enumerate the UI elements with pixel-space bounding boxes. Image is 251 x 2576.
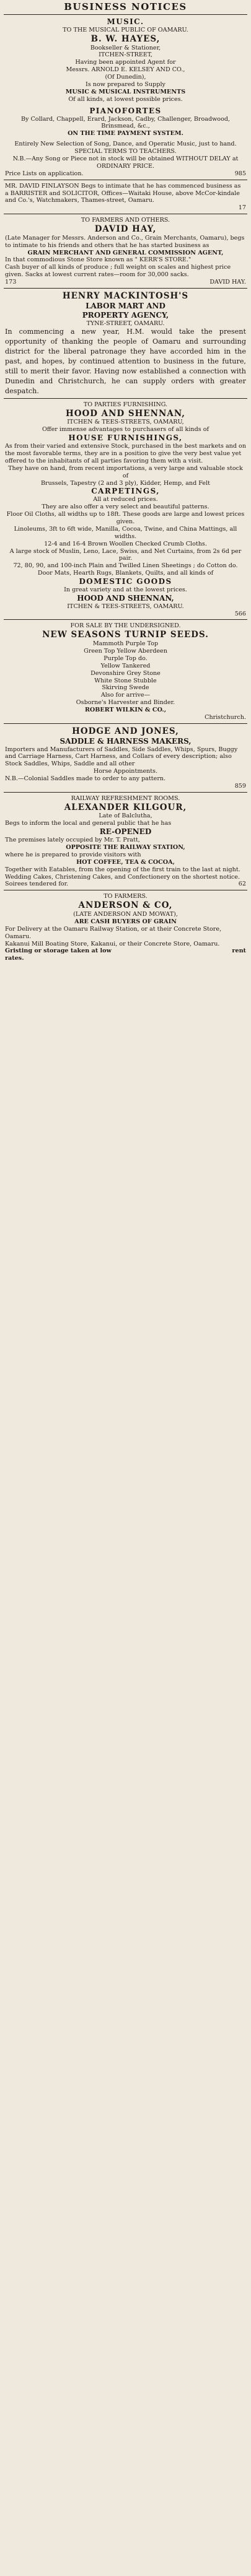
ad-line: Entirely New Selection of Song, Dance, and Operatic Music, just to hand.	[14, 141, 237, 148]
ad-signature: DAVID HAY.	[209, 279, 246, 286]
ad-line: Purple Top do.	[103, 655, 148, 662]
ad-line: Importers and Manufacturers of Saddles, Side Saddles, Whips, Spurs, Buggy and Carriage Harness, Cart Harness, and Collars of every description; also	[5, 746, 238, 760]
ad-heading: TO FARMERS.	[103, 893, 148, 900]
ad-heading: RAILWAY REFRESHMENT ROOMS.	[71, 794, 180, 802]
ad-line: They are also offer a very select and beautiful patterns.	[42, 503, 209, 511]
ad-line: rent	[232, 947, 246, 955]
ad-subheading: HOT COFFEE, TEA & COCOA,	[76, 858, 175, 866]
ad-line: Door Mats, Hearth Rugs, Blankets, Quilts, and all kinds of	[37, 570, 214, 577]
ad-line: N.B.—Any Song or Piece not in stock will be obtained WITHOUT DELAY at ORDINARY PRICE.	[12, 155, 239, 170]
ad-line: Messrs. ARNOLD E. KELSEY AND CO.,	[66, 66, 185, 74]
ad-kilgour	[4, 792, 247, 890]
ad-line: Offer immense advantages to purchasers of all kinds of	[42, 426, 209, 433]
ad-line: Begs to inform the local and general public that he has	[5, 820, 172, 827]
ad-line: Linoleums, 3ft to 6ft wide, Manilla, Cocoa, Twine, and China Mattings, all widths.	[14, 525, 237, 540]
ad-number: 859	[234, 782, 246, 790]
ad-text: In commencing a new year, H.M. would take the present opportunity of thanking the people of Oamaru and surrounding district for the liberal patronage they have accorded him in the past, and hopes, by continued attention to business in the future, still to merit their favor. Having now established a connection with Dunedin and Christchurch, he can supply orders with greater despatch.	[5, 328, 246, 395]
section-title: BUSINESS NOTICES	[64, 1, 187, 12]
ad-heading: TO PARTIES FURNISHING.	[83, 401, 168, 408]
ad-title: HODGE AND JONES,	[72, 726, 179, 736]
ad-anderson	[4, 890, 247, 964]
ad-line: Mammoth Purple Top	[92, 640, 159, 648]
ad-subheading: HOUSE FURNISHINGS,	[68, 433, 183, 443]
ad-signature: HOOD AND SHENNAN,	[77, 593, 174, 603]
ad-hayes-music	[4, 14, 247, 180]
ad-line: Stock Saddles, Whips, Saddle and all other	[5, 760, 135, 768]
ad-line: LABOR MART AND	[86, 301, 165, 310]
ad-line: (LATE ANDERSON AND MOWAT),	[73, 911, 178, 918]
ad-subheading: DOMESTIC GOODS	[79, 577, 172, 586]
ad-line: ON THE TIME PAYMENT SYSTEM.	[68, 130, 183, 137]
ad-line: 12-4 and 16-4 Brown Woollen Checked Crumb Cloths.	[44, 540, 207, 547]
ad-line: PROPERTY AGENCY,	[82, 310, 169, 320]
ad-line: (Late Manager for Messrs. Anderson and Co., Grain Merchants, Oamaru), begs to intimate to his friends and others that he has started business as	[5, 234, 245, 249]
ad-heading: MUSIC.	[107, 17, 144, 26]
ad-hood-shennan	[4, 398, 247, 620]
ad-heading: FOR SALE BY THE UNDERSIGNED.	[70, 622, 181, 630]
ad-line: Is now prepared to Supply	[86, 80, 165, 88]
ad-line: Also for arrive—	[100, 692, 151, 699]
ad-line: For Delivery at the Oamaru Railway Station, or at their Concrete Store, Oamaru.	[5, 925, 222, 940]
ad-line: TYNE-STREET, OAMARU.	[86, 320, 165, 327]
ad-signature: ROBERT WILKIN & CO.,	[84, 707, 167, 714]
ad-line: All at reduced prices.	[93, 496, 158, 503]
ad-line: where he is prepared to provide visitors with	[5, 851, 141, 858]
ad-david-hay	[4, 214, 247, 288]
ad-line: Cash buyer of all kinds of produce ; full weight on scales and highest price given. Sacks at lowest current rates—room for 30,000 sacks.	[5, 264, 231, 279]
ad-line: Floor Oil Cloths, all widths up to 18ft. These goods are large and lowest prices given.	[6, 511, 245, 525]
ad-line: Devonshire Grey Stone	[90, 669, 161, 677]
ad-line: The premises lately occupied by Mr. T. Pratt,	[5, 837, 140, 844]
ad-line: In great variety and at the lowest prices.	[64, 586, 187, 593]
ad-line: 72, 80, 90, and 100-inch Plain and Twilled Linen Sheetings ; do Cotton do.	[13, 562, 238, 570]
ad-finlayson	[4, 180, 247, 214]
ad-number: 17	[238, 204, 246, 212]
ad-title: DAVID HAY,	[94, 224, 157, 235]
ad-line: GRAIN MERCHANT AND GENERAL COMMISSION AGENT,	[27, 249, 224, 256]
ad-title: B. W. HAYES,	[90, 33, 161, 44]
ad-subheading: PIANOFORTES	[89, 106, 162, 115]
ad-title: ALEXANDER KILGOUR,	[64, 802, 187, 812]
ad-line: White Stone Stubble	[94, 677, 157, 684]
ad-line: rates.	[5, 955, 24, 962]
ad-heading: TO FARMERS AND OTHERS.	[81, 217, 170, 224]
ad-hodge-jones	[4, 723, 247, 792]
ad-line: Soirees tendered for.	[5, 881, 69, 888]
ad-line: Green Top Yellow Aberdeen	[84, 648, 167, 655]
ad-line: Price Lists on application.	[5, 170, 84, 177]
ad-line: Having been appointed Agent for	[75, 59, 176, 66]
ad-subheading: RE-OPENED	[99, 827, 152, 837]
ad-number: 985	[234, 170, 246, 177]
ad-mackintosh	[4, 288, 247, 398]
ad-line: A large stock of Muslin, Leno, Lace, Swiss, and Net Curtains, from 2s 6d per pair.	[9, 547, 242, 562]
newspaper-page	[4, 0, 247, 2576]
ad-subheading: ARE CASH BUYERS OF GRAIN	[74, 918, 177, 925]
ad-line: Late of Balclutha,	[99, 812, 152, 820]
ad-line: TO THE MUSICAL PUBLIC OF OAMARU.	[63, 26, 188, 33]
ad-line: SPECIAL TERMS TO TEACHERS.	[74, 148, 177, 155]
ad-title: ANDERSON & CO,	[78, 900, 173, 911]
ad-number: 566	[234, 610, 246, 617]
ad-line: Horse Appointments.	[93, 768, 158, 775]
ad-line: Christchurch.	[205, 714, 246, 721]
ad-line: (Of Dunedin),	[105, 74, 146, 81]
ad-wilkin	[4, 619, 247, 723]
ad-title: HOOD AND SHENNAN,	[65, 408, 186, 419]
ad-line: Kakanui Mill Boating Store, Kakanui, or their Concrete Store, Oamaru.	[5, 940, 220, 947]
ad-line: Together with Eatables, from the opening of the first train to the last at night.	[5, 866, 240, 873]
ad-subheading: SADDLE & HARNESS MAKERS,	[59, 736, 192, 746]
ad-line: Gristing or storage taken at low	[5, 947, 112, 955]
ad-title: NEW SEASONS TURNIP SEEDS.	[42, 630, 209, 640]
ad-line: ITCHEN & TEES-STREETS, OAMARU,	[67, 419, 184, 426]
ad-line: Of all kinds, at lowest possible prices.	[68, 95, 183, 103]
ad-line: Osborne's Harvester and Binder.	[76, 699, 175, 707]
ad-line: ITCHEN & TEES-STREETS, OAMARU.	[67, 603, 184, 610]
ad-line: As from their varied and extensive Stock, purchased in the best markets and on the most favorable terms, they are in a position to give the very best value yet offered to the inhabitants of all parties favoring them with a visit.	[5, 443, 246, 464]
ad-line: Bookseller & Stationer,	[90, 44, 161, 51]
ad-line: MUSIC & MUSICAL INSTRUMENTS	[65, 88, 186, 95]
ad-subheading: CARPETINGS,	[91, 487, 160, 496]
ad-number: 173	[5, 279, 17, 286]
ad-line: They have on hand, from recent importations, a very large and valuable stock of	[8, 464, 243, 479]
ad-line: Brussels, Tapestry (2 and 3 ply), Kidder, Hemp, and Felt	[40, 479, 211, 487]
ad-line: Yellow Tankered	[100, 662, 151, 669]
ad-title: HENRY MACKINTOSH'S	[62, 291, 189, 302]
ad-line: N.B.—Colonial Saddles made to order to any pattern.	[5, 775, 166, 783]
ad-line: ITCHEN-STREET,	[99, 51, 152, 59]
ad-line: In that commodious Stone Store known as " KERR'S STORE."	[5, 256, 192, 264]
ad-text: MR. DAVID FINLAYSON Begs to intimate that he has commenced business as a BARRISTER and SOLICITOR, Offices—Waitaki House, above McCor-kindale and Co.'s, Watchmakers, Thames-street, Oamaru.	[5, 182, 241, 204]
ad-line: Skirving Swede	[102, 684, 149, 692]
ad-number: 62	[238, 881, 246, 888]
ad-subheading: OPPOSITE THE RAILWAY STATION,	[66, 844, 185, 851]
ad-line: By Collard, Chappell, Erard, Jackson, Cadby, Challenger, Broadwood, Brinsmead, &c.,	[20, 115, 231, 130]
ad-line: Wedding Cakes, Christening Cakes, and Confectionery on the shortest notice.	[5, 873, 240, 881]
